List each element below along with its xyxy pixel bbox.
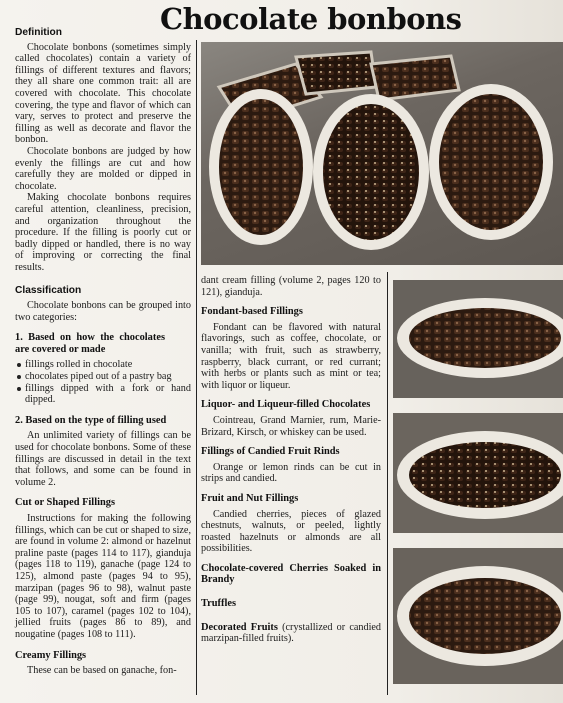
fondant-paragraph: Fondant can be flavored with natural flavorings, such as coffee, chocolate, or vanilla; with fruit, such as strawberry, raspberry, black currant, or red currant; with herbs or plants such as mint or tea; with liquor or liqueur. [201, 321, 381, 391]
fondant-heading: Fondant-based Fillings [201, 306, 303, 318]
photo-assorted-bonbons [201, 42, 563, 265]
photo-tray-1 [393, 280, 563, 398]
photo-tray-3 [393, 548, 563, 684]
bonbon-tray-image [393, 280, 563, 398]
truffles-heading: Truffles [201, 598, 237, 610]
category-2-heading: 2. Based on the type of filling used [15, 414, 167, 426]
bonbon-tray-image [393, 413, 563, 533]
category-2-paragraph: An unlimited variety of fillings can be used for chocolate bonbons. Some of these fillings are discussed in detail in the text that follows, and some can be found in volume 2. [15, 430, 191, 488]
decorated-fruits-text: (crystallized or candied marzipan-filled fruits). [201, 621, 382, 645]
definition-paragraph-2: Chocolate bonbons are judged by how evenly the fillings are cut and how carefully they are molded or dipped in chocolate. [15, 145, 191, 192]
list-item: chocolates piped out of a pastry bag [15, 371, 191, 383]
liquor-paragraph: Cointreau, Grand Marnier, rum, Marie-Brizard, Kirsch, or whiskey can be used. [201, 414, 381, 438]
classification-paragraph: Chocolate bonbons can be grouped into two categories: [15, 300, 191, 323]
creamy-continuation: dant cream filling (volume 2, pages 120 to 121), gianduja. [201, 275, 381, 298]
list-item: fillings dipped with a fork or hand dipped. [15, 383, 191, 406]
decorated-fruits-paragraph [201, 622, 381, 645]
candied-rinds-paragraph: Orange or lemon rinds can be cut in strips and candied. [201, 461, 381, 485]
cherries-heading: Chocolate-covered Cherries Soaked in Brandy [201, 562, 381, 586]
list-item: fillings rolled in chocolate [15, 359, 191, 371]
left-column [15, 27, 191, 677]
category-1-heading: 1. Based on how the chocolates are covered or made [15, 332, 165, 355]
photo-tray-2 [393, 413, 563, 533]
category-1-list [15, 359, 191, 405]
decorated-fruits-heading: Decorated Fruits [201, 621, 278, 633]
liquor-heading: Liquor- and Liqueur-filled Chocolates [201, 399, 371, 411]
definition-heading: Definition [15, 27, 62, 38]
bonbon-trays-image [201, 42, 563, 265]
page-title: Chocolate bonbons [160, 2, 462, 36]
creamy-fillings-paragraph: These can be based on ganache, fon- [27, 665, 177, 677]
cut-fillings-paragraph: Instructions for making the following fillings, which can be cut or shaped to size, are found in volume 2: almond or hazelnut praline paste (pages 114 to 117), gianduja (pages 118 to 119), ganache (page 124 to 125), almond paste (pages 94 to 95), marzipan (pages 96 to 98), walnut paste (page 99), nougat, soft and firm (pages 105 to 107), caramel (pages 102 to 104), jellied fruits (pages 86 to 89), and nougatine (pages 108 to 111). [15, 512, 191, 640]
cut-fillings-heading: Cut or Shaped Fillings [15, 497, 115, 509]
middle-column [201, 275, 381, 645]
bonbon-tray-image [393, 548, 563, 684]
creamy-fillings-heading: Creamy Fillings [15, 649, 87, 661]
column-divider [196, 40, 197, 695]
classification-heading: Classification [15, 285, 82, 297]
definition-paragraph-1: Chocolate bonbons (sometimes simply called chocolates) contain a variety of fillings of different textures and flavors; they all share one common trait: all are covered with chocolate. This chocolate covering, the type and flavor of which can vary, serves to protect and preserve the filling as well as decorate and flavor the bonbon. [15, 41, 191, 146]
candied-rinds-heading: Fillings of Candied Fruit Rinds [201, 446, 340, 458]
fruit-nut-heading: Fruit and Nut Fillings [201, 492, 299, 504]
fruit-nut-paragraph: Candied cherries, pieces of glazed chestnuts, walnuts, or peeled, lightly roasted hazelnuts or almonds are all possibilities. [201, 508, 381, 555]
definition-paragraph-3: Making chocolate bonbons requires careful attention, cleanliness, precision, and organization throughout the procedure. If the filling is poorly cut or badly dipped or handled, there is no way of improving or correcting the final results. [15, 192, 191, 273]
column-divider [387, 272, 388, 695]
